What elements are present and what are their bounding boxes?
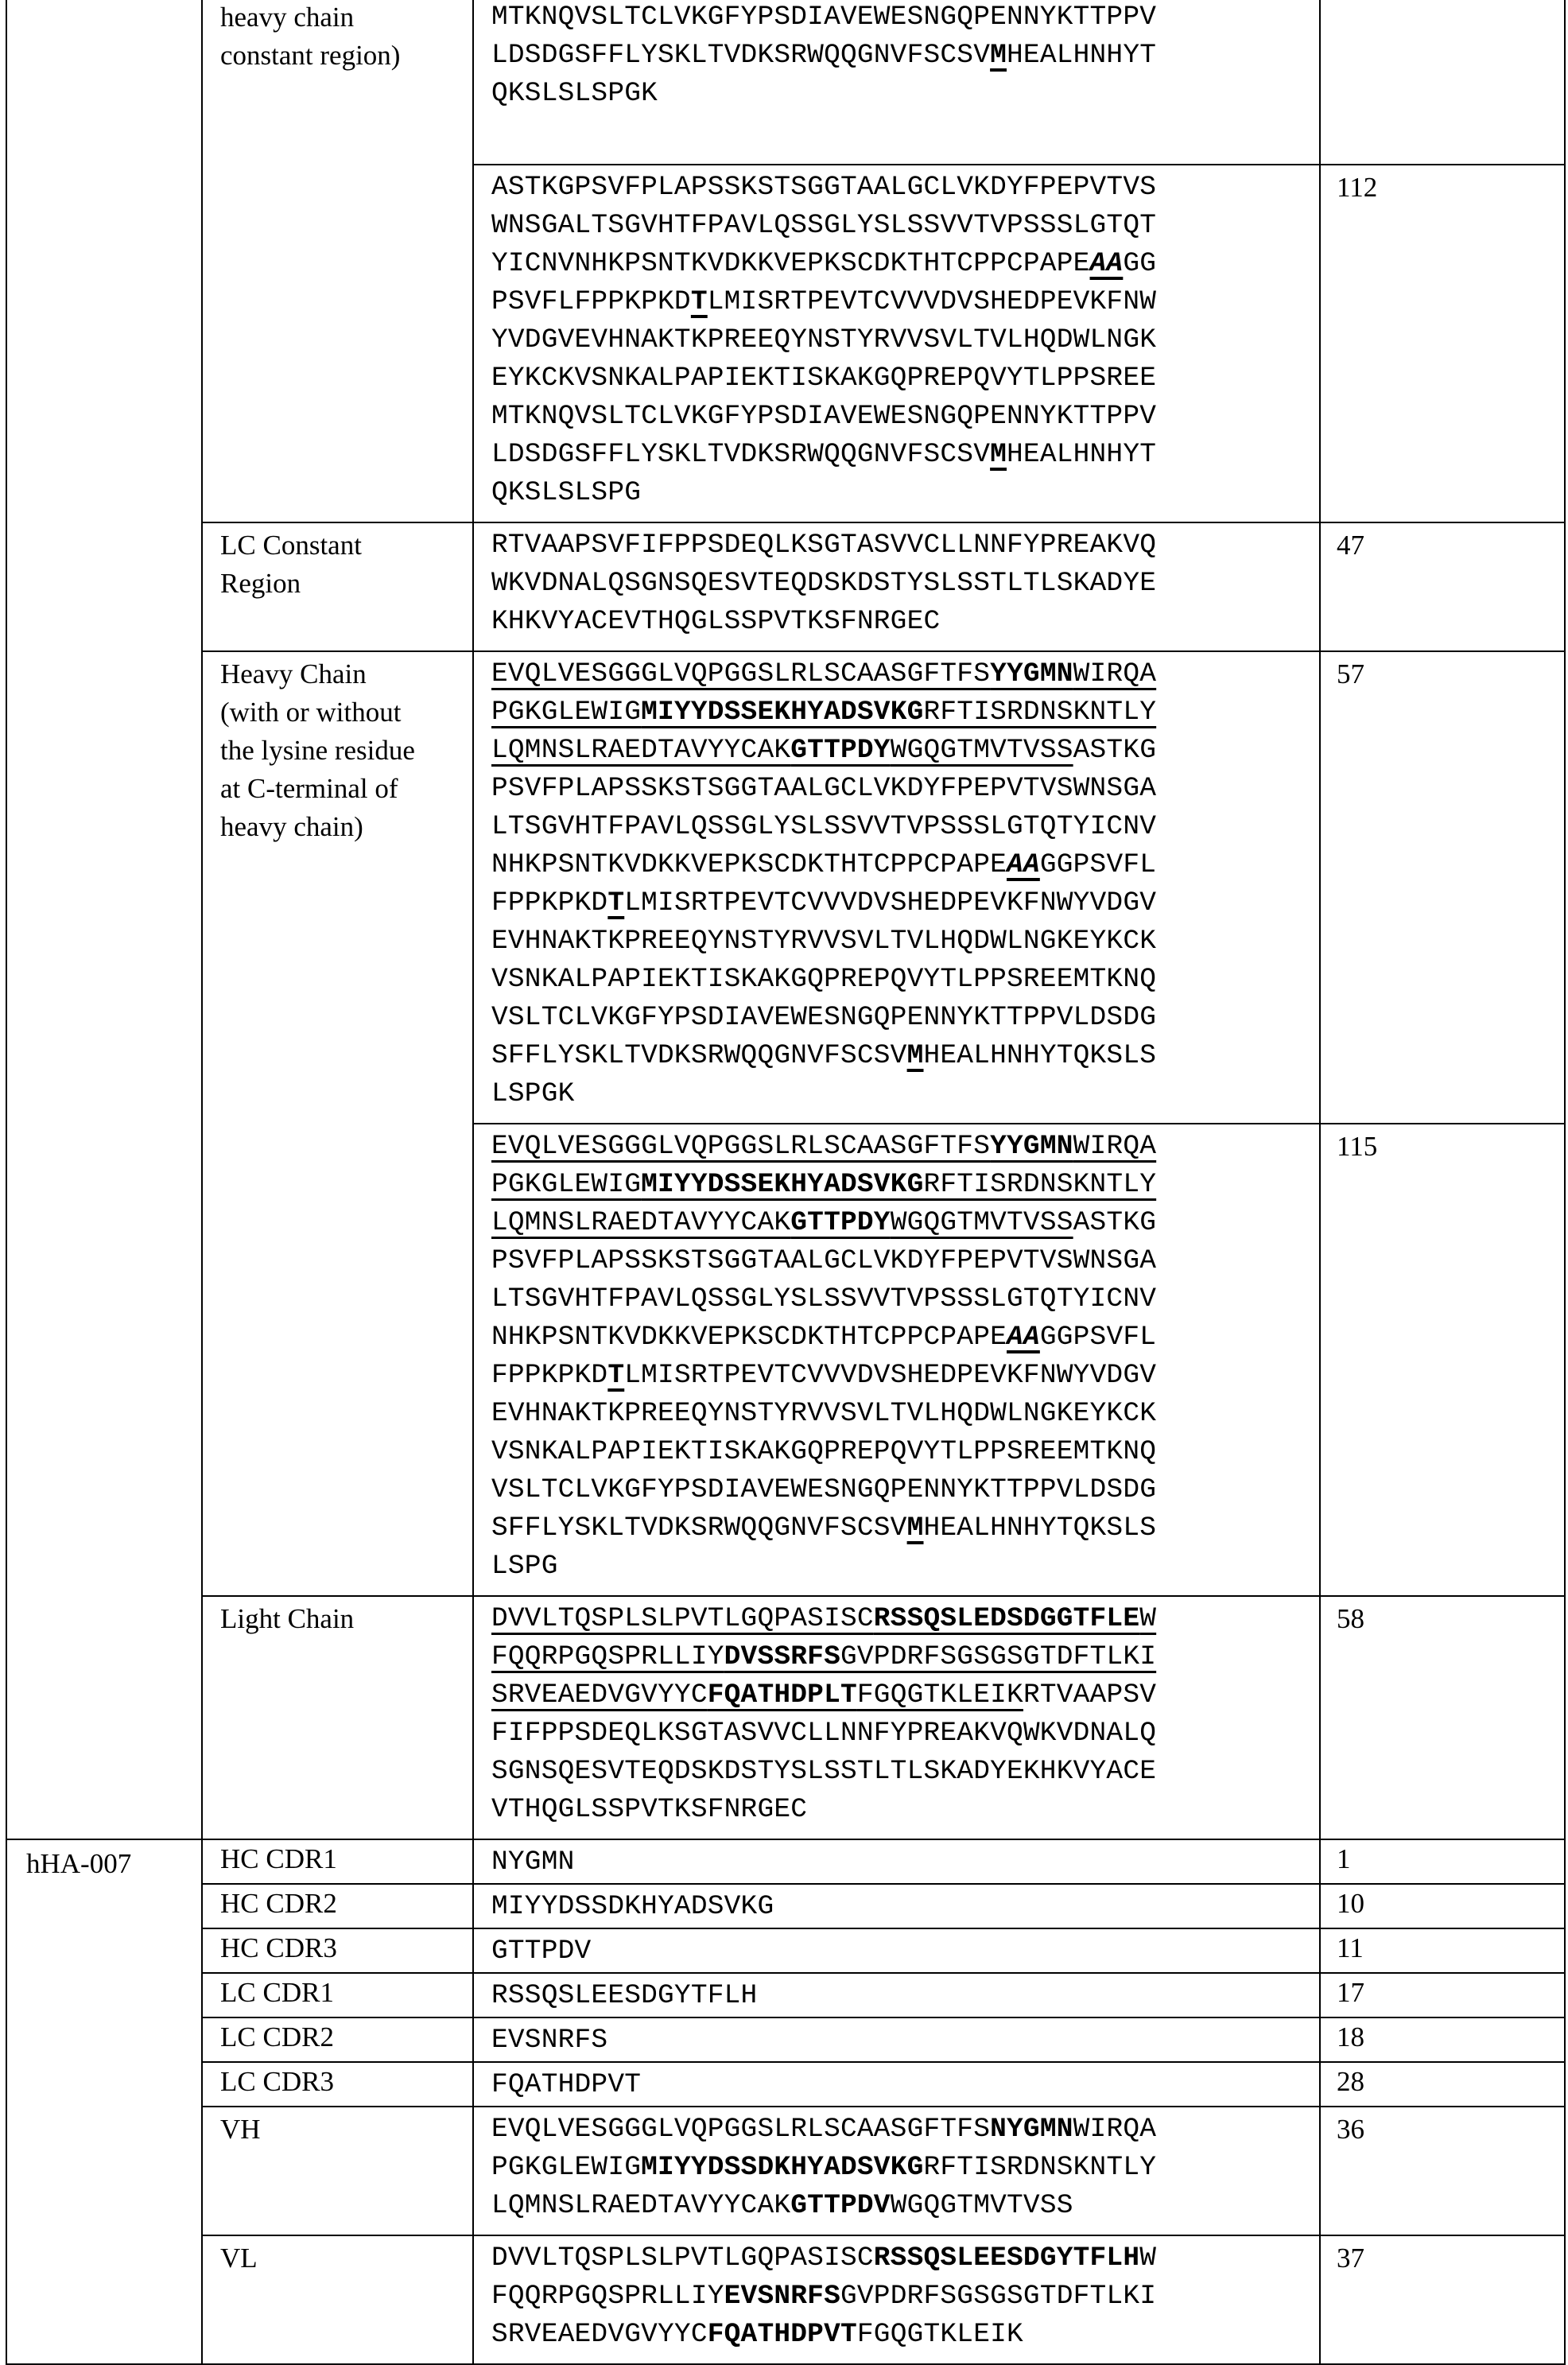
sequence-line — [491, 398, 1319, 436]
sequence-cell — [473, 651, 1320, 1124]
residues: QKSLSLSPGK — [491, 78, 658, 109]
sequence-line — [491, 1791, 1319, 1829]
sequence-line — [491, 0, 1319, 37]
region-label-line: constant region) — [220, 40, 401, 71]
residues: NHKPSNTKVDKKVEPKSCDKTHTCPPCPAPE — [491, 1322, 1007, 1353]
sequence-line — [491, 321, 1319, 359]
variable-region-residues: RFTISRDNSKNTLY — [923, 1169, 1157, 1200]
sequence-line — [491, 655, 1319, 693]
residues: GVPDRFSGSGSGTDFTLKI — [840, 2281, 1157, 2312]
seq-id-cell — [1320, 1884, 1565, 1928]
seq-id-cell — [1320, 2017, 1565, 2062]
sequence-cell — [473, 1124, 1320, 1596]
sequence-line — [491, 2239, 1319, 2278]
table-row — [6, 522, 1565, 651]
residues: WNSGALTSGVHTFPAVLQSSGLYSLSSVVTVPSSSLGTQT — [491, 210, 1157, 241]
sequence-line — [491, 1676, 1319, 1715]
seq-id-cell — [1320, 2107, 1565, 2235]
residues: WGQGTMVTVSS — [890, 2190, 1073, 2221]
sequence-cell — [473, 522, 1320, 651]
residues: RTVAAPSV — [1023, 1680, 1157, 1711]
mutation-residue: T — [690, 286, 708, 317]
residues: WKVDNALQSGNSQESVTEQDSKDSTYSLSSTLTLSKADYE — [491, 568, 1157, 599]
residues: YVDGVEVHNAKTKPREEQYNSTYRVVSVLTVLHQDWLNGK — [491, 324, 1157, 355]
amino-acid-sequence — [474, 523, 1319, 650]
residues: MTKNQVSLTCLVKGFYPSDIAVEWESNGQPENNYKTTPPV — [491, 401, 1157, 432]
table-row — [6, 0, 1565, 165]
residues: VSNKALPAPIEKTISKAKGQPREPQVYTLPPSREEMTKNQ — [491, 1436, 1157, 1467]
region-label — [203, 1929, 472, 1967]
amino-acid-sequence — [474, 2236, 1319, 2363]
residues: ASTKG — [1073, 1207, 1157, 1238]
variable-region-residues: FGQGTKLEIK — [856, 1680, 1023, 1711]
sequence-line — [491, 245, 1319, 283]
region-cell — [202, 1839, 473, 1884]
sequence-line — [491, 1357, 1319, 1395]
sequence-line — [491, 1242, 1319, 1280]
seq-id-cell — [1320, 1973, 1565, 2017]
sequence-line — [491, 1638, 1319, 1676]
mutation-residue: M — [990, 40, 1007, 71]
sequence-line — [491, 1509, 1319, 1548]
region-label — [203, 2107, 472, 2149]
residues: RTVAAPSVFIFPPSDEQLKSGTASVVCLLNNFYPREAKVQ — [491, 530, 1157, 561]
region-cell — [202, 651, 473, 1596]
residues: W — [1139, 2243, 1157, 2274]
amino-acid-sequence — [474, 1840, 1319, 1883]
sequence-line — [491, 169, 1319, 207]
variable-region-residues: SRVEAEDVGVYYC — [491, 1680, 708, 1711]
residues: LTSGVHTFPAVLQSSGLYSLSSVVTVPSSSLGTQTYICNV — [491, 811, 1157, 842]
cdr-residues: YYGMN — [990, 658, 1073, 689]
residues: GGPSVFL — [1039, 1322, 1157, 1353]
region-cell — [202, 2017, 473, 2062]
variable-region-residues: LQMNSLRAEDTAVYYCAK — [491, 1207, 791, 1238]
region-label-line: (with or without — [220, 697, 402, 728]
variable-region-residues: EVQLVESGGGLVQPGGSLRLSCAASGFTFS — [491, 1131, 991, 1162]
residues: LSPGK — [491, 1078, 575, 1109]
residues: EYKCKVSNKALPAPIEKTISKAKGQPREPQVYTLPPSREE — [491, 363, 1157, 394]
amino-acid-sequence — [474, 0, 1319, 122]
mutation-residue: AA — [1007, 1322, 1040, 1353]
variable-region-residues: PGKGLEWIG — [491, 1169, 642, 1200]
residues: LMISRTPEVTCVVVDVSHEDPEVKFNW — [707, 286, 1157, 317]
sequence-line — [491, 2111, 1319, 2149]
region-label — [203, 1974, 472, 2012]
mutation-residue: T — [607, 887, 625, 918]
sequence-line — [491, 846, 1319, 884]
mutation-residue: T — [607, 1360, 625, 1391]
residues: ASTKG — [1073, 735, 1157, 766]
variable-region-residues: W — [1139, 1603, 1157, 1634]
sequence-line — [491, 359, 1319, 398]
cdr-residues: GTTPDY — [790, 735, 891, 766]
variable-region-residues: EVQLVESGGGLVQPGGSLRLSCAASGFTFS — [491, 658, 991, 689]
region-label — [203, 2236, 472, 2278]
region-label — [203, 1597, 472, 1638]
sequence-line — [491, 1075, 1319, 1113]
antibody-name: hHA-007 — [26, 1848, 132, 1879]
region-label-line: heavy chain — [220, 2, 355, 33]
sequence-line — [491, 1471, 1319, 1509]
sequence-line — [491, 1888, 1319, 1926]
region-label-line: VL — [220, 2243, 258, 2274]
seq-id-number: 17 — [1337, 1977, 1364, 2008]
residues: NYGMN — [491, 1847, 575, 1878]
mutation-residue: M — [990, 439, 1007, 470]
region-label — [203, 0, 472, 75]
region-label-line: Light Chain — [220, 1603, 355, 1634]
antibody-cell — [6, 1839, 202, 2364]
sequence-line — [491, 1280, 1319, 1318]
residues: FQQRPGQSPRLLIY — [491, 2281, 724, 2312]
sequence-table — [6, 0, 1566, 2365]
sequence-cell — [473, 165, 1320, 522]
residues: KHKVYACEVTHQGLSSPVTKSFNRGEC — [491, 606, 941, 637]
region-label — [203, 2018, 472, 2056]
residues: LDSDGSFFLYSKLTVDKSRWQQGNVFSCSV — [491, 439, 991, 470]
sequence-line — [491, 1932, 1319, 1971]
seq-id-number: 112 — [1337, 172, 1378, 203]
variable-region-residues: GVPDRFSGSGSGTDFTLKI — [840, 1641, 1157, 1672]
amino-acid-sequence — [474, 1597, 1319, 1839]
cdr-residues: MIYYDSSDKHYADSVKG — [641, 2152, 924, 2183]
seq-id-number: 57 — [1337, 658, 1364, 689]
seq-id-number: 115 — [1337, 1131, 1378, 1162]
region-label — [203, 2063, 472, 2101]
sequence-line — [491, 2316, 1319, 2354]
seq-id-number: 36 — [1337, 2114, 1364, 2145]
region-cell — [202, 1596, 473, 1839]
region-cell — [202, 1973, 473, 2017]
sequence-line — [491, 526, 1319, 565]
residues: VSLTCLVKGFYPSDIAVEWESNGQPENNYKTTPPVLDSDG — [491, 1002, 1157, 1033]
sequence-line — [491, 2066, 1319, 2104]
sequence-cell — [473, 1596, 1320, 1839]
seq-id-number: 58 — [1337, 1603, 1364, 1634]
residues: PSVFPLAPSSKSTSGGTAALGCLVKDYFPEPVTVSWNSGA — [491, 1245, 1157, 1276]
sequence-line — [491, 75, 1319, 113]
sequence-cell — [473, 0, 1320, 165]
residues: SFFLYSKLTVDKSRWQQGNVFSCSV — [491, 1040, 907, 1071]
residues: EVSNRFS — [491, 2025, 608, 2056]
cdr-residues: GTTPDV — [790, 2190, 891, 2221]
sequence-line — [491, 603, 1319, 641]
variable-region-residues: WIRQA — [1073, 1131, 1157, 1162]
variable-region-residues: FQQRPGQSPRLLIY — [491, 1641, 724, 1672]
residues: PGKGLEWIG — [491, 2152, 642, 2183]
amino-acid-sequence — [474, 2018, 1319, 2061]
residues: LTSGVHTFPAVLQSSGLYSLSSVVTVPSSSLGTQTYICNV — [491, 1283, 1157, 1315]
variable-region-residues: DVVLTQSPLSLPVTLGQPASISC — [491, 1603, 874, 1634]
sequence-line — [491, 808, 1319, 846]
sequence-line — [491, 1753, 1319, 1791]
sequence-line — [491, 2149, 1319, 2187]
cdr-residues: DVSSRFS — [724, 1641, 840, 1672]
region-label — [203, 1840, 472, 1878]
residues: VTHQGLSSPVTKSFNRGEC — [491, 1794, 808, 1825]
seq-id-cell — [1320, 651, 1565, 1124]
table-row — [6, 1596, 1565, 1839]
sequence-line — [491, 436, 1319, 474]
seq-id-number: 10 — [1337, 1888, 1364, 1919]
residues: QKSLSLSPG — [491, 477, 642, 508]
cdr-residues: YYGMN — [990, 1131, 1073, 1162]
residues: FPPKPKD — [491, 887, 608, 918]
seq-id-number: 37 — [1337, 2243, 1364, 2274]
variable-region-residues: WIRQA — [1073, 658, 1157, 689]
residues: LSPG — [491, 1551, 558, 1582]
cdr-residues: RSSQSLEDSDGGTFLE — [873, 1603, 1140, 1634]
sequence-line — [491, 1166, 1319, 1204]
mutation-residue: M — [906, 1513, 924, 1544]
region-label-line: Heavy Chain — [220, 658, 367, 689]
sequence-line — [491, 37, 1319, 75]
residues: VSNKALPAPIEKTISKAKGQPREPQVYTLPPSREEMTKNQ — [491, 964, 1157, 995]
table-row — [6, 2107, 1565, 2235]
residues: PSVFLFPPKPKD — [491, 286, 691, 317]
region-label — [203, 1885, 472, 1923]
residues: GTTPDV — [491, 1936, 592, 1967]
amino-acid-sequence — [474, 1124, 1319, 1595]
sequence-cell — [473, 2017, 1320, 2062]
region-label-line: Region — [220, 568, 301, 599]
region-cell — [202, 0, 473, 522]
residues: LMISRTPEVTCVVVDVSHEDPEVKFNWYVDGV — [624, 887, 1157, 918]
residues: NHKPSNTKVDKKVEPKSCDKTHTCPPCPAPE — [491, 849, 1007, 880]
residues: SFFLYSKLTVDKSRWQQGNVFSCSV — [491, 1513, 907, 1544]
region-label-line: VH — [220, 2114, 261, 2145]
amino-acid-sequence — [474, 652, 1319, 1123]
residues: LDSDGSFFLYSKLTVDKSRWQQGNVFSCSV — [491, 40, 991, 71]
sequence-line — [491, 1037, 1319, 1075]
residues: RFTISRDNSKNTLY — [923, 2152, 1157, 2183]
variable-region-residues: PGKGLEWIG — [491, 697, 642, 728]
residues: EVQLVESGGGLVQPGGSLRLSCAASGFTFS — [491, 2114, 991, 2145]
sequence-line — [491, 2278, 1319, 2316]
region-label-line: HC CDR3 — [220, 1932, 337, 1963]
region-label-line: LC CDR1 — [220, 1977, 334, 2008]
residues: ASTKGPSVFPLAPSSKSTSGGTAALGCLVKDYFPEPVTVS — [491, 172, 1157, 203]
residues: YICNVNHKPSNTKVDKKVEPKSCDKTHTCPPCPAPE — [491, 248, 1090, 279]
cdr-residues: MIYYDSSEKHYADSVKG — [641, 1169, 924, 1200]
table-row — [6, 2017, 1565, 2062]
table-row — [6, 651, 1565, 1124]
residues: MTKNQVSLTCLVKGFYPSDIAVEWESNGQPENNYKTTPPV — [491, 2, 1157, 33]
residues: LMISRTPEVTCVVVDVSHEDPEVKFNWYVDGV — [624, 1360, 1157, 1391]
cdr-residues: GTTPDY — [790, 1207, 891, 1238]
residues: FQATHDPVT — [491, 2069, 642, 2100]
seq-id-number: 18 — [1337, 2021, 1364, 2052]
seq-id-cell — [1320, 2062, 1565, 2107]
seq-id-cell — [1320, 165, 1565, 522]
residues: GGPSVFL — [1039, 849, 1157, 880]
sequence-line — [491, 283, 1319, 321]
seq-id-cell — [1320, 2235, 1565, 2364]
residues: HEALHNHYT — [1007, 439, 1157, 470]
seq-id-number: 1 — [1337, 1843, 1351, 1874]
amino-acid-sequence — [474, 165, 1319, 522]
variable-region-residues: LQMNSLRAEDTAVYYCAK — [491, 735, 791, 766]
residues: FGQGTKLEIK — [856, 2319, 1023, 2350]
cdr-residues: FQATHDPVT — [707, 2319, 857, 2350]
table-row — [6, 2062, 1565, 2107]
residues: PSVFPLAPSSKSTSGGTAALGCLVKDYFPEPVTVSWNSGA — [491, 773, 1157, 804]
variable-region-residues: WGQGTMVTVSS — [890, 1207, 1073, 1238]
sequence-cell — [473, 2062, 1320, 2107]
residues: VSLTCLVKGFYPSDIAVEWESNGQPENNYKTTPPVLDSDG — [491, 1474, 1157, 1505]
residues: EVHNAKTKPREEQYNSTYRVVSVLTVLHQDWLNGKEYKCK — [491, 926, 1157, 957]
seq-id-cell — [1320, 1928, 1565, 1973]
amino-acid-sequence — [474, 2063, 1319, 2106]
mutation-residue: AA — [1089, 248, 1124, 279]
antibody-cell — [6, 0, 202, 1839]
seq-id-cell — [1320, 1596, 1565, 1839]
region-cell — [202, 1928, 473, 1973]
sequence-line — [491, 565, 1319, 603]
residues: HEALHNHYTQKSLS — [923, 1040, 1157, 1071]
sequence-table-body — [6, 0, 1565, 2364]
table-row — [6, 1928, 1565, 1973]
region-cell — [202, 2062, 473, 2107]
sequence-line — [491, 1843, 1319, 1882]
region-label-line: HC CDR2 — [220, 1888, 337, 1919]
residues: FPPKPKD — [491, 1360, 608, 1391]
region-label — [203, 523, 472, 603]
residues: RSSQSLEESDGYTFLH — [491, 1980, 758, 2011]
sequence-cell — [473, 1973, 1320, 2017]
sequence-cell — [473, 1839, 1320, 1884]
amino-acid-sequence — [474, 2107, 1319, 2235]
region-label-line: LC CDR2 — [220, 2021, 334, 2052]
seq-id-number: 47 — [1337, 530, 1364, 561]
variable-region-residues: WGQGTMVTVSS — [890, 735, 1073, 766]
sequence-line — [491, 207, 1319, 245]
cdr-residues: FQATHDPLT — [707, 1680, 857, 1711]
sequence-line — [491, 1318, 1319, 1357]
region-cell — [202, 2235, 473, 2364]
mutation-residue: AA — [1007, 849, 1040, 880]
residues: SGNSQESVTEQDSKDSTYSLSSTLTLSKADYEKHKVYACE — [491, 1756, 1157, 1787]
region-cell — [202, 522, 473, 651]
sequence-cell — [473, 1884, 1320, 1928]
seq-id-cell — [1320, 1839, 1565, 1884]
table-row — [6, 2235, 1565, 2364]
residues: DVVLTQSPLSLPVTLGQPASISC — [491, 2243, 874, 2274]
residues: HEALHNHYTQKSLS — [923, 1513, 1157, 1544]
region-label-line: at C-terminal of — [220, 773, 398, 804]
sequence-line — [491, 922, 1319, 961]
sequence-line — [491, 961, 1319, 999]
residues: GG — [1123, 248, 1157, 279]
seq-id-cell — [1320, 522, 1565, 651]
table-row — [6, 1973, 1565, 2017]
residues: MIYYDSSDKHYADSVKG — [491, 1891, 774, 1922]
region-cell — [202, 1884, 473, 1928]
amino-acid-sequence — [474, 1929, 1319, 1972]
sequence-line — [491, 1204, 1319, 1242]
sequence-line — [491, 999, 1319, 1037]
residues: LQMNSLRAEDTAVYYCAK — [491, 2190, 791, 2221]
seq-id-cell — [1320, 1124, 1565, 1596]
region-label — [203, 652, 472, 846]
sequence-line — [491, 2187, 1319, 2225]
region-label-line: heavy chain) — [220, 811, 363, 842]
sequence-line — [491, 1548, 1319, 1586]
seq-id-number: 28 — [1337, 2066, 1364, 2097]
seq-id-number: 11 — [1337, 1932, 1364, 1963]
cdr-residues: MIYYDSSEKHYADSVKG — [641, 697, 924, 728]
table-row — [6, 1839, 1565, 1884]
amino-acid-sequence — [474, 1974, 1319, 2017]
sequence-line — [491, 1600, 1319, 1638]
sequence-line — [491, 1128, 1319, 1166]
cdr-residues: EVSNRFS — [724, 2281, 840, 2312]
region-cell — [202, 2107, 473, 2235]
amino-acid-sequence — [474, 1885, 1319, 1928]
sequence-line — [491, 732, 1319, 770]
mutation-residue: M — [906, 1040, 924, 1071]
sequence-line — [491, 1715, 1319, 1753]
sequence-line — [491, 1977, 1319, 2015]
variable-region-residues: RFTISRDNSKNTLY — [923, 697, 1157, 728]
cdr-residues: RSSQSLEESDGYTFLH — [873, 2243, 1140, 2274]
region-label-line: LC CDR3 — [220, 2066, 334, 2097]
residues: FIFPPSDEQLKSGTASVVCLLNNFYPREAKVQWKVDNALQ — [491, 1718, 1157, 1749]
sequence-cell — [473, 1928, 1320, 1973]
sequence-cell — [473, 2107, 1320, 2235]
seq-id-cell — [1320, 0, 1565, 165]
cdr-residues: NYGMN — [990, 2114, 1073, 2145]
sequence-line — [491, 1433, 1319, 1471]
region-label-line: HC CDR1 — [220, 1843, 337, 1874]
sequence-line — [491, 1395, 1319, 1433]
region-label-line: LC Constant — [220, 530, 362, 561]
residues: HEALHNHYT — [1007, 40, 1157, 71]
sequence-line — [491, 2021, 1319, 2060]
region-label-line: the lysine residue — [220, 735, 415, 766]
sequence-cell — [473, 2235, 1320, 2364]
sequence-line — [491, 884, 1319, 922]
table-row — [6, 1884, 1565, 1928]
residues: EVHNAKTKPREEQYNSTYRVVSVLTVLHQDWLNGKEYKCK — [491, 1398, 1157, 1429]
sequence-line — [491, 474, 1319, 512]
sequence-line — [491, 693, 1319, 732]
sequence-line — [491, 770, 1319, 808]
residues: WIRQA — [1073, 2114, 1157, 2145]
residues: SRVEAEDVGVYYC — [491, 2319, 708, 2350]
